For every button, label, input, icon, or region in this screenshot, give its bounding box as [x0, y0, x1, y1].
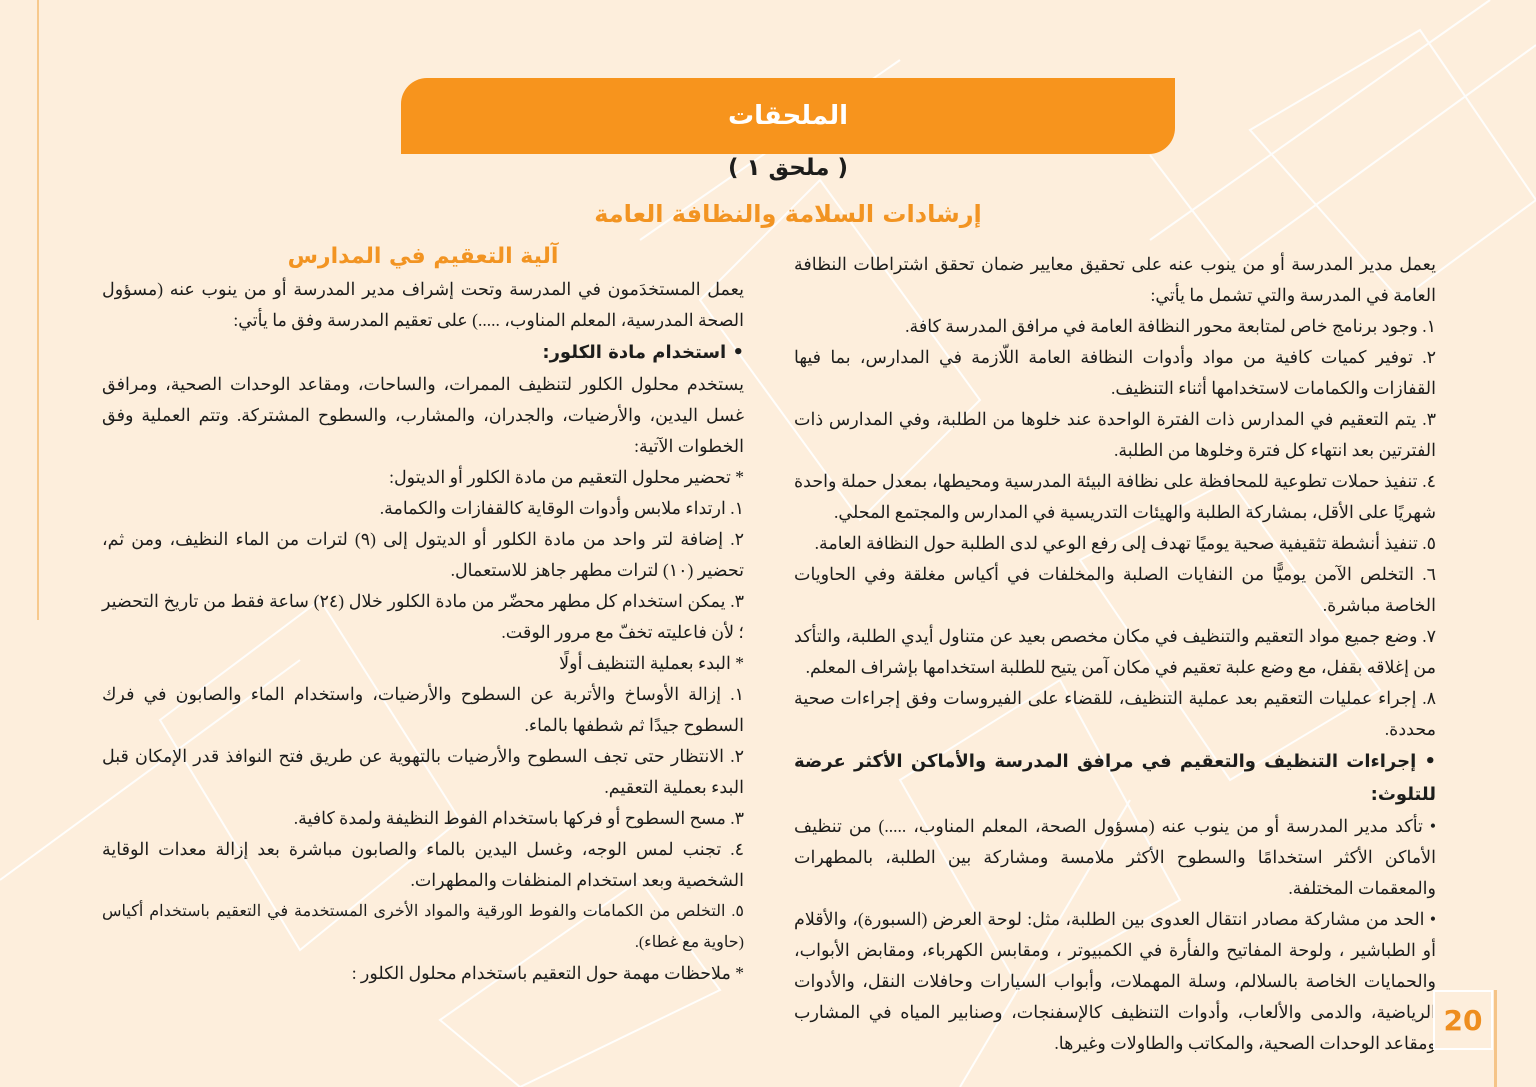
clean-step: ٤. تجنب لمس الوجه، وغسل اليدين بالماء والصابون مباشرة بعد إزالة معدات الوقاية الشخصية وبعد استخدام المنظفات والمطهرات.	[102, 839, 744, 890]
main-heading: إرشادات السلامة والنظافة العامة	[594, 200, 982, 228]
section-heading: • إجراءات التنظيف والتعقيم في مرافق المدرسة والأماكن الأكثر عرضة للتلوث:	[794, 751, 1436, 805]
list-item: ١. وجود برنامج خاص لمتابعة محور النظافة العامة في مرافق المدرسة كافة.	[905, 316, 1436, 336]
right-column	[794, 249, 1436, 1059]
banner-title: الملحقات	[727, 101, 849, 131]
annex-label: ( ملحق ١ )	[727, 155, 849, 181]
list-item: ٥. تنفيذ أنشطة تثقيفية صحية يوميًا تهدف إلى رفع الوعي لدى الطلبة حول النظافة العامة.	[814, 533, 1436, 553]
clean-step: ٥. التخلص من الكمامات والفوط الورقية والمواد الأخرى المستخدمة في التعقيم باستخدام أكياس (حاوية مع غطاء).	[102, 903, 744, 951]
left-column	[102, 240, 744, 989]
left-margin-rule	[37, 0, 39, 620]
list-item: ٢. توفير كميات كافية من مواد وأدوات النظافة العامة اللّازمة في المدارس، بما فيها القفازات والكمامات لاستخدامها أثناء التنظيف.	[794, 347, 1436, 398]
chlorine-heading: • استخدام مادة الكلور:	[542, 342, 744, 363]
prep-step: ١. ارتداء ملابس وأدوات الوقاية كالقفازات والكمامة.	[379, 498, 744, 518]
clean-step: ١. إزالة الأوساخ والأتربة عن السطوح والأرضيات، واستخدام الماء والصابون في فرك السطوح جيدًا ثم شطفها بالماء.	[102, 684, 744, 735]
clean-heading: * البدء بعملية التنظيف أولًا	[559, 653, 744, 673]
left-intro: يعمل المستخدَمون في المدرسة وتحت إشراف مدير المدرسة أو من ينوب عنه (مسؤول الصحة المدرسية، المعلم المناوب، .....) على تعقيم المدرسة وفق ما يأتي:	[102, 279, 744, 330]
clean-step: ٢. الانتظار حتى تجف السطوح والأرضيات بالتهوية عن طريق فتح النوافذ قدر الإمكان قبل البدء بعملية التعقيم.	[102, 746, 744, 797]
appendices-banner	[401, 78, 1175, 154]
prep-step: ٢. إضافة لتر واحد من مادة الكلور أو الديتول إلى (٩) لترات من الماء النظيف، ومن ثم، تحضير (١٠) لترات مطهر جاهز للاستعمال.	[102, 529, 745, 580]
sterilization-heading: آلية التعقيم في المدارس	[287, 244, 559, 269]
prep-step: ٣. يمكن استخدام كل مطهر محضّر من مادة الكلور خلال (٢٤) ساعة فقط من تاريخ التحضير ؛ لأن فاعليته تخفّ مع مرور الوقت.	[102, 591, 744, 642]
clean-step: ٣. مسح السطوح أو فركها باستخدام الفوط النظيفة ولمدة كافية.	[293, 808, 744, 828]
page-number: 20	[1433, 990, 1493, 1050]
notes-heading: * ملاحظات مهمة حول التعقيم باستخدام محلول الكلور :	[351, 963, 744, 983]
right-margin-rule	[1494, 990, 1497, 1087]
list-item: ٨. إجراء عمليات التعقيم بعد عملية التنظيف، للقضاء على الفيروسات وفق إجراءات صحية محددة.	[794, 688, 1436, 739]
section-point: • تأكد مدير المدرسة أو من ينوب عنه (مسؤول الصحة، المعلم المناوب، .....) من تنظيف الأماكن الأكثر استخدامًا والسطوح الأكثر ملامسة ومشاركة بين الطلبة، بالمطهرات والمعقمات المختلفة.	[794, 816, 1436, 898]
list-item: ٣. يتم التعقيم في المدارس ذات الفترة الواحدة عند خلوها من الطلبة، وفي المدارس ذات الفترتين بعد انتهاء كل فترة وخلوها من الطلبة.	[794, 409, 1436, 460]
list-item: ٦. التخلص الآمن يوميًّا من النفايات الصلبة والمخلفات في أكياس مغلقة وفي الحاويات الخاصة مباشرة.	[794, 564, 1436, 615]
section-point: • الحد من مشاركة مصادر انتقال العدوى بين الطلبة، مثل: لوحة العرض (السبورة)، والأقلام أو الطباشير ، ولوحة المفاتيح والفأرة في الكمبيوتر ، ومقابس الكهرباء، ومقابض الأبواب، والحمايات الخاصة بالسلالم، وسلة المهملات، وأبواب السيارات وحافلات النقل، والأدوات الرياضية، والدمى والألعاب، وأدوات التنظيف كالإسفنجات، وصنابير المياه في المشارب ومقاعد الوحدات الصحية، والمكاتب والطاولات وغيرها.	[794, 909, 1436, 1053]
list-item: ٤. تنفيذ حملات تطوعية للمحافظة على نظافة البيئة المدرسية ومحيطها، بمعدل حملة واحدة شهريًا على الأقل، بمشاركة الطلبة والهيئات التدريسية في المدارس والمجتمع المحلي.	[794, 471, 1436, 522]
prep-heading: * تحضير محلول التعقيم من مادة الكلور أو الديتول:	[389, 467, 744, 487]
right-intro: يعمل مدير المدرسة أو من ينوب عنه على تحقيق معايير ضمان تحقق اشتراطات النظافة العامة في المدرسة والتي تشمل ما يأتي:	[794, 254, 1436, 305]
list-item: ٧. وضع جميع مواد التعقيم والتنظيف في مكان مخصص بعيد عن متناول أيدي الطلبة، والتأكد من إغلاقه بقفل، مع وضع علبة تعقيم في مكان آمن يتيح للطلبة استخدامها بإشراف المعلم.	[794, 626, 1436, 677]
chlorine-intro: يستخدم محلول الكلور لتنظيف الممرات، والساحات، ومقاعد الوحدات الصحية، ومرافق غسل اليدين، والأرضيات، والجدران، والمشارب، والسطوح المشتركة. وتتم العملية وفق الخطوات الآتية:	[102, 374, 744, 456]
